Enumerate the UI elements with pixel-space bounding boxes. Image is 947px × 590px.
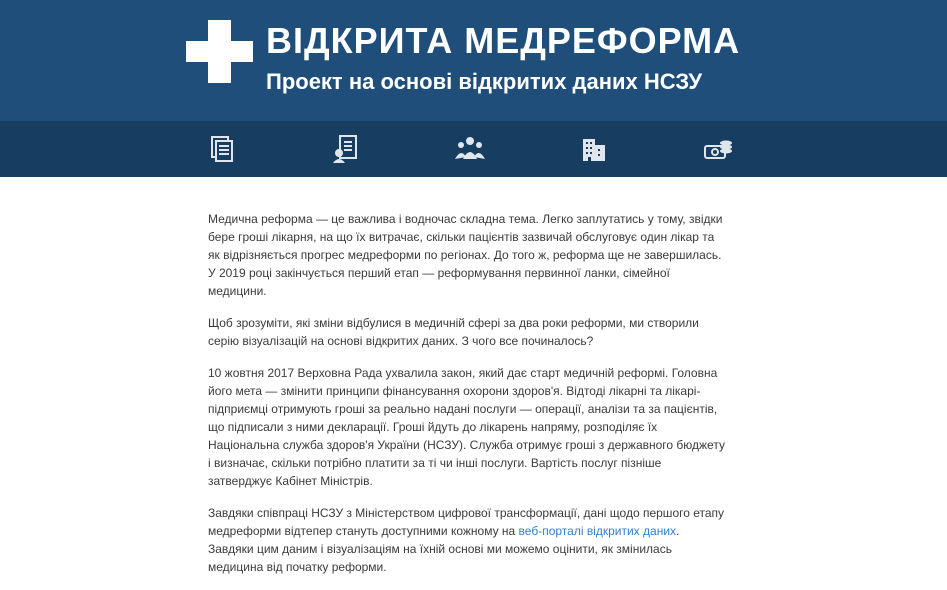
site-subtitle: Проект на основі відкритих даних НСЗУ bbox=[266, 69, 703, 94]
nav-item-finance[interactable] bbox=[702, 133, 734, 165]
medical-cross-logo bbox=[186, 20, 253, 83]
open-data-portal-link[interactable]: веб-порталі відкритих даних bbox=[518, 524, 677, 538]
money-coins-icon bbox=[702, 133, 734, 165]
site-header bbox=[0, 0, 947, 121]
nav-item-documents[interactable] bbox=[206, 133, 238, 165]
site-title: ВІДКРИТА МЕДРЕФОРМА bbox=[266, 20, 741, 61]
documents-icon bbox=[206, 133, 238, 165]
nav-item-hospitals[interactable] bbox=[578, 133, 610, 165]
people-group-icon bbox=[454, 133, 486, 165]
article-paragraph-3: 10 жовтня 2017 Верховна Рада ухвалила закон, який дає старт медичній реформі. Головна його мета — змінити принципи фінансування охорони здоров'я. Відтоді лікарні та лікарі-підприємці отримують гроші за реально надані послуги — операції, аналізи та за пацієнтів, що підписали з ними декларації. Гроші йдуть до лікарень напряму, розподіляє їх Національна служба здоров'я України (НСЗУ). Служба отримує гроші з державного бюджету і визначає, скільки потрібно платити за ті чи інші послуги. Вартість послуг пізніше затверджує Кабінет Міністрів. bbox=[208, 366, 725, 488]
hospital-building-icon bbox=[578, 133, 610, 165]
nav-item-people[interactable] bbox=[454, 133, 486, 165]
article-paragraph-1: Медична реформа — це важлива і водночас складна тема. Легко заплутатись у тому, звідки бере гроші лікарня, на що їх витрачає, скільки пацієнтів зазвичай обслуговує один лікар та як відрізняється прогрес медреформи по регіонах. До того ж, реформа ще не завершилась. У 2019 році закінчується перший етап — реформування первинної ланки, сімейної медицини. bbox=[208, 212, 723, 298]
article-paragraph-2: Щоб зрозуміти, які зміни відбулися в медичній сфері за два роки реформи, ми створили серію візуалізацій на основі відкритих даних. З чого все починалось? bbox=[208, 316, 699, 348]
article-paragraph-4-text-start: Завдяки співпраці НСЗУ з Міністерством цифрової трансформації, дані щодо першого етапу медреформи відтепер стануть доступними кожному на bbox=[208, 506, 725, 538]
article-paragraph-4 bbox=[208, 504, 728, 576]
nav-bar bbox=[0, 121, 947, 177]
article-paragraph-4-text-end: . Завдяки цим даним і візуалізаціям на їхній основі ми можемо оцінити, як змінилась медицина від початку реформи. bbox=[208, 524, 680, 574]
doctor-document-icon bbox=[330, 133, 362, 165]
nav-item-doctor-document[interactable] bbox=[330, 133, 362, 165]
article-body bbox=[208, 210, 728, 590]
